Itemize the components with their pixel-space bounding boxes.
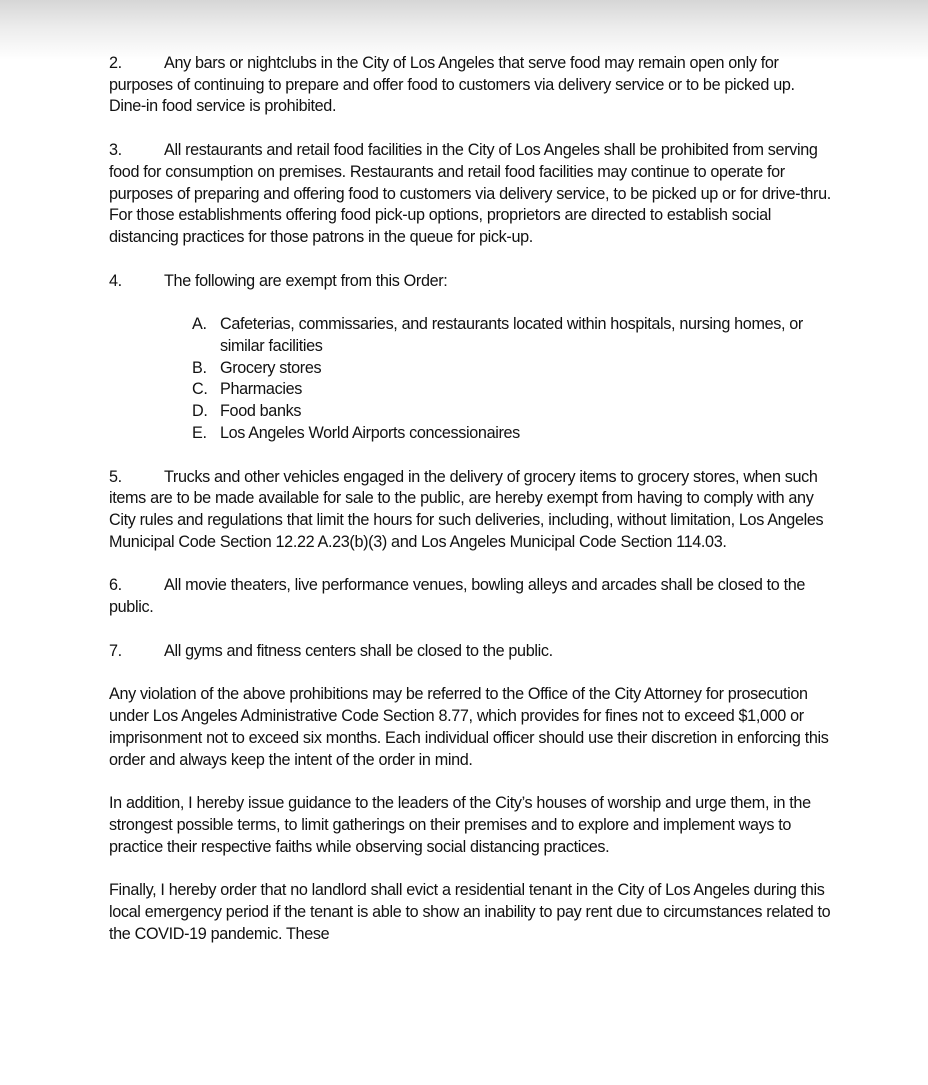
- paragraph-text: All restaurants and retail food facilities in the City of Los Angeles shall be prohibited from serving food for consumption on premises. Restaurants and retail food facilities may continue to operate for purposes of preparing and offering food to customers via delivery service, to be picked up or for drive-thru. For those establishments offering food pick-up options, proprietors are directed to establish social distancing practices for those patrons in the queue for pick-up.: [109, 141, 831, 246]
- paragraph-text: All gyms and fitness centers shall be closed to the public.: [164, 641, 553, 660]
- top-shadow-gradient: [0, 0, 928, 60]
- list-item: [109, 358, 831, 380]
- list-letter: E.: [192, 423, 207, 442]
- paragraph-3: [109, 140, 831, 249]
- paragraph-text: The following are exempt from this Order:: [164, 271, 448, 290]
- worship-guidance-paragraph: In addition, I hereby issue guidance to the leaders of the City’s houses of worship and urge them, in the strongest possible terms, to limit gatherings on their premises and to explore and implement ways to practice their respective faiths while observing social distancing practices.: [109, 794, 811, 856]
- paragraph-5: [109, 467, 831, 554]
- list-letter: C.: [192, 380, 208, 399]
- paragraph-number: 3.: [109, 141, 122, 160]
- paragraph-4: [109, 271, 831, 293]
- list-text: Food banks: [220, 402, 302, 421]
- list-text: Pharmacies: [220, 380, 302, 399]
- paragraph-7: [109, 641, 831, 663]
- list-letter: A.: [192, 315, 207, 334]
- list-letter: B.: [192, 358, 207, 377]
- list-text: Grocery stores: [220, 358, 322, 377]
- paragraph-text: Trucks and other vehicles engaged in the delivery of grocery items to grocery stores, when such items are to be made available for sale to the public, are hereby exempt from having to comply with any City rules and regulations that limit the hours for such deliveries, including, without limitation, Los Angeles Municipal Code Section 12.22 A.23(b)(3) and Los Angeles Municipal Code Section 114.03.: [109, 467, 824, 551]
- violation-paragraph: Any violation of the above prohibitions may be referred to the Office of the City Attorney for prosecution under Los Angeles Administrative Code Section 8.77, which provides for fines not to exceed $1,000 or imprisonment not to exceed six months. Each individual officer should use their discretion in enforcing this order and always keep the intent of the order in mind.: [109, 685, 829, 769]
- paragraph-number: 6.: [109, 576, 122, 595]
- exemptions-list: [109, 314, 831, 444]
- paragraph-number: 5.: [109, 467, 122, 486]
- paragraph-text: All movie theaters, live performance venues, bowling alleys and arcades shall be closed to the public.: [109, 576, 806, 617]
- list-item: [109, 379, 831, 401]
- document-page: [109, 53, 831, 968]
- list-text: Cafeterias, commissaries, and restaurants located within hospitals, nursing homes, or similar facilities: [220, 315, 803, 356]
- list-item: [109, 314, 831, 357]
- list-item: [109, 401, 831, 423]
- paragraph-number: 2.: [109, 54, 122, 72]
- list-letter: D.: [192, 402, 208, 421]
- paragraph-6: [109, 575, 831, 618]
- paragraph-text: Any bars or nightclubs in the City of Los Angeles that serve food may remain open only for purposes of continuing to prepare and offer food to customers via delivery service or to be picked up. Dine-in food service is prohibited.: [109, 54, 795, 116]
- list-text: Los Angeles World Airports concessionaires: [220, 423, 520, 442]
- list-item: [109, 423, 831, 445]
- paragraph-number: 7.: [109, 641, 122, 660]
- paragraph-2: [109, 53, 831, 118]
- paragraph-number: 4.: [109, 271, 122, 290]
- eviction-paragraph: Finally, I hereby order that no landlord shall evict a residential tenant in the City of Los Angeles during this local emergency period if the tenant is able to show an inability to pay rent due to circumstances related to the COVID-19 pandemic. These: [109, 881, 831, 943]
